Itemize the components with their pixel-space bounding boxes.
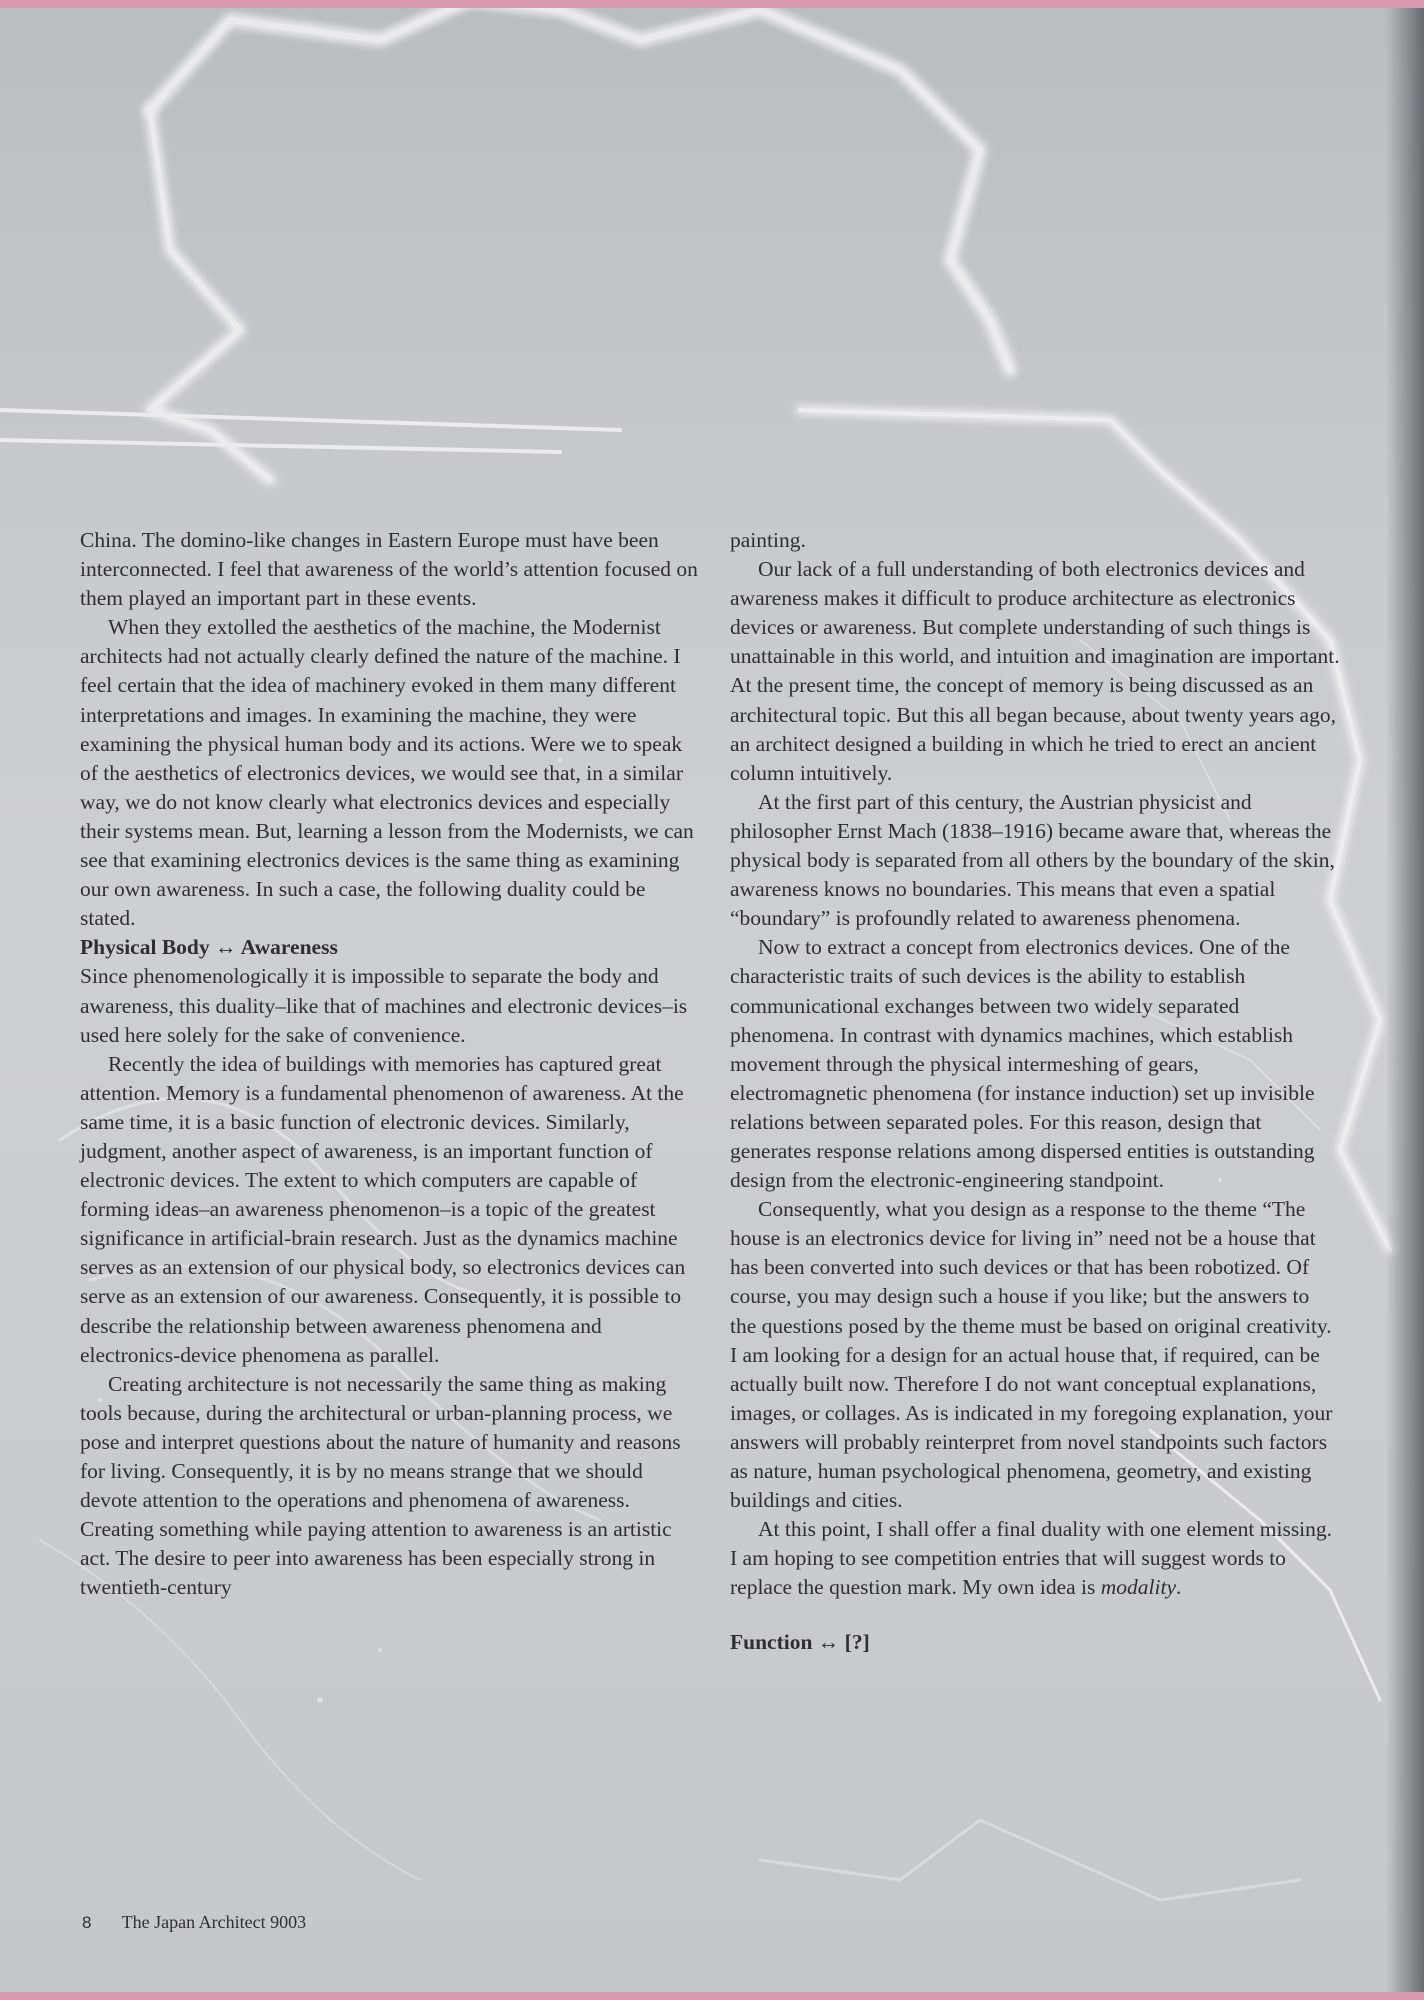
- body-paragraph: When they extolled the aesthetics of the machine, the Modernist architects had not actually clearly defined the nature of the machine. I feel certain that the idea of machinery evoked in them many different interpretations and images. In examining the machine, they were examining the physical human body and its actions. Were we to speak of the aesthetics of electronics devices, we would see that, in a similar way, we do not know clearly what electronics devices and especially their systems mean. But, learning a lesson from the Modernists, we can see that examining electronics devices is the same thing as examining our own awareness. In such a case, the following duality could be stated.: [80, 615, 694, 931]
- body-paragraph: Creating architecture is not necessarily the same thing as making tools because, during the architectural or urban-planning process, we pose and interpret questions about the nature of humanity and reasons for living. Consequently, it is by no means strange that we should devote attention to the operations and phenomena of awareness. Creating something while paying attention to awareness is an artistic act. The desire to peer into awareness has been especially strong in twentieth-century: [80, 1371, 681, 1600]
- top-edge-strip: [0, 0, 1424, 8]
- publication-title: The Japan Architect 9003: [121, 1912, 307, 1932]
- body-paragraph: At the first part of this century, the Austrian physicist and philosopher Ernst Mach (1838–1916) became aware that, whereas the physical body is separated from all others by the boundary of the skin, awareness knows no boundaries. This means that even a spatial “boundary” is profoundly related to awareness phenomena.: [730, 789, 1335, 931]
- bottom-edge-strip: [0, 1992, 1424, 2000]
- page-number: 8: [82, 1913, 92, 1932]
- duality-heading-physical-body: Physical Body ↔ Awareness: [80, 935, 338, 960]
- duality-heading-function: Function ↔ [?]: [730, 1630, 870, 1655]
- final-paragraph: [730, 1515, 1340, 1602]
- right-text-column: [730, 526, 1340, 1658]
- body-paragraph: painting.: [730, 528, 806, 552]
- page-footer: [82, 1912, 306, 1933]
- body-paragraph: Since phenomenologically it is impossible to separate the body and awareness, this duality–like that of machines and electronic devices–is used here solely for the sake of convenience.: [80, 964, 688, 1047]
- body-paragraph: Consequently, what you design as a response to the theme “The house is an electronics device for living in” need not be a house that has been converted into such devices or that has been robotized. Of course, you may design such a house if you like; but the answers to the questions posed by the theme must be based on original creativity. I am looking for a design for an actual house that, if required, can be actually built now. Therefore I do not want conceptual explanations, images, or collages. As is indicated in my foregoing explanation, your answers will probably reinterpret from novel standpoints such factors as nature, human psychological phenomena, geometry, and existing buildings and cities.: [730, 1197, 1333, 1513]
- body-paragraph: Our lack of a full understanding of both electronics devices and awareness makes it difficult to produce architecture as electronics devices or awareness. But complete understanding of such things is unattainable in this world, and intuition and imagination are important. At the present time, the concept of memory is being discussed as an architectural topic. But this all began because, about twenty years ago, an architect designed a building in which he tried to erect an ancient column intuitively.: [730, 557, 1340, 785]
- body-paragraph: Recently the idea of buildings with memories has captured great attention. Memory is a fundamental phenomenon of awareness. At the same time, it is a basic function of electronic devices. Similarly, judgment, another aspect of awareness, is an important function of electronic devices. The extent to which computers are capable of forming ideas–an awareness phenomenon–is a topic of the greatest significance in artificial-brain research. Just as the dynamics machine serves as an extension of our physical body, so electronics devices can serve as an extension of our awareness. Consequently, it is possible to describe the relationship between awareness phenomena and electronics-device phenomena as parallel.: [80, 1051, 686, 1367]
- body-paragraph: China. The domino-like changes in Eastern Europe must have been interconnected. I feel that awareness of the world’s attention focused on them played an important part in these events.: [80, 528, 698, 611]
- left-text-column: [80, 526, 698, 1602]
- final-paragraph-text: At this point, I shall offer a final duality with one element missing. I am hoping to see competition entries that will suggest words to replace the question mark. My own idea is: [730, 1517, 1333, 1600]
- modality-italic: modality: [1100, 1575, 1177, 1600]
- final-paragraph-period: .: [1176, 1575, 1182, 1600]
- body-paragraph: Now to extract a concept from electronics devices. One of the characteristic traits of such devices is the ability to establish communicational exchanges between two widely separated phenomena. In contrast with dynamics machines, which establish movement through the physical intermeshing of gears, electromagnetic phenomena (for instance induction) set up invisible relations between separated poles. For this reason, design that generates response relations among dispersed entities is outstanding design from the electronic-engineering standpoint.: [730, 935, 1315, 1193]
- binding-shadow: [1386, 0, 1424, 2000]
